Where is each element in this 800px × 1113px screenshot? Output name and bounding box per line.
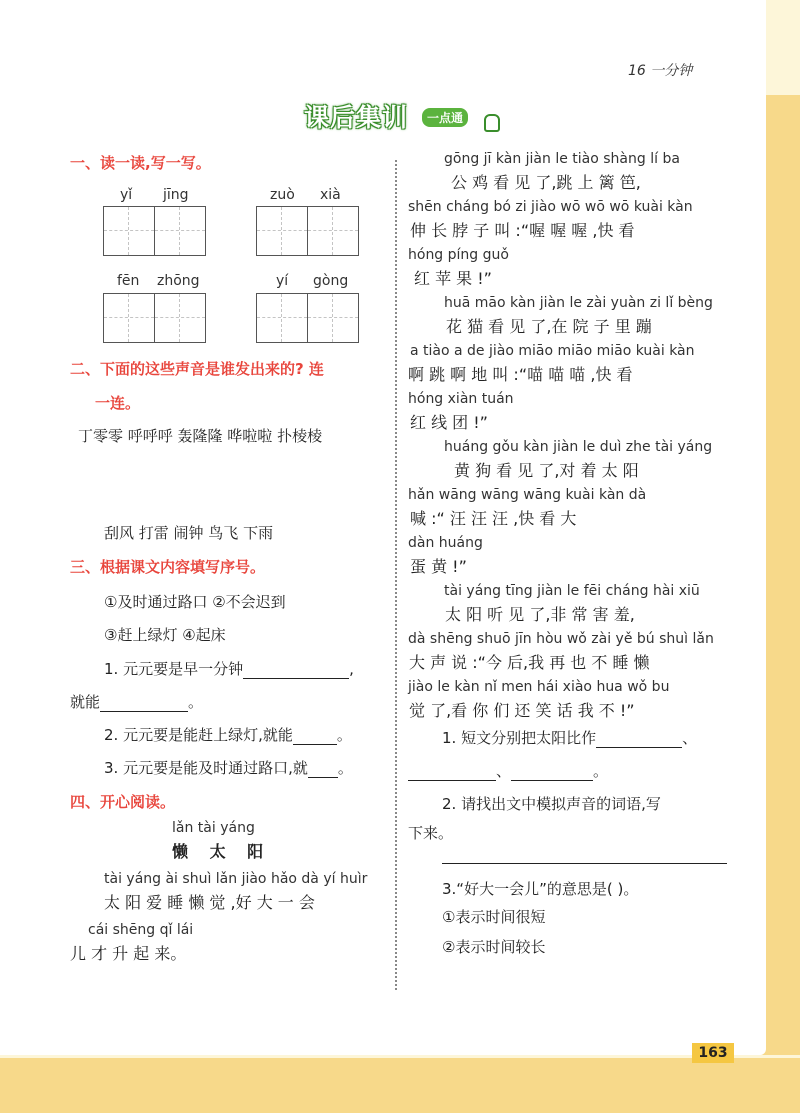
answer-options: ③赶上绿灯 ④起床	[104, 626, 226, 644]
writing-grid[interactable]	[103, 293, 206, 343]
answer-blank[interactable]	[408, 764, 496, 781]
story-text-line: 太 阳 听 见 了,非 常 害 羞,	[445, 605, 635, 624]
story-pinyin-line: a tiào a de jiào miāo miāo miāo kuài kàn	[410, 343, 695, 359]
writing-cell[interactable]	[257, 294, 307, 342]
story-pinyin-line: huā māo kàn jiàn le zài yuàn zi lǐ bèng	[444, 295, 713, 311]
page-number: 163	[692, 1043, 734, 1063]
story-pinyin-line: gōng jī kàn jiàn le tiào shàng lí ba	[444, 151, 680, 167]
punctuation: 。	[337, 759, 353, 777]
reading-question-2: 2. 请找出文中模拟声音的词语,写	[442, 795, 661, 813]
punctuation: 。	[188, 693, 204, 711]
pinyin-syllable: gòng	[313, 273, 349, 289]
section-banner	[298, 96, 504, 134]
pinyin-syllable: jīng	[163, 187, 189, 203]
writing-grid[interactable]	[256, 293, 359, 343]
sound-words[interactable]: 丁零零 呼呼呼 轰隆隆 哗啦啦 扑棱棱	[78, 427, 323, 445]
writing-cell[interactable]	[154, 207, 205, 255]
writing-cell[interactable]	[307, 294, 358, 342]
pinyin-syllable: zuò	[270, 187, 295, 203]
punctuation: ,	[349, 660, 354, 678]
story-text-line: 觉 了,看 你 们 还 笑 话 我 不 !”	[409, 701, 635, 720]
question-1	[104, 658, 354, 679]
reading-question-1-cont	[408, 760, 608, 781]
story-pinyin-line: hóng píng guǒ	[408, 247, 509, 263]
banner-tag: 一点通	[422, 108, 468, 127]
answer-option[interactable]: ②表示时间较长	[442, 938, 546, 956]
story-text-line: 蛋 黄 !”	[410, 557, 467, 576]
writing-cell[interactable]	[307, 207, 358, 255]
story-text-line: 花 猫 看 见 了,在 院 子 里 蹦	[446, 317, 652, 336]
question-3	[104, 757, 353, 778]
section1-title: 一、读一读,写一写。	[70, 154, 211, 172]
story-pinyin-line: huáng gǒu kàn jiàn le duì zhe tài yáng	[444, 439, 713, 455]
pinyin-syllable: fēn	[117, 273, 140, 289]
answer-blank[interactable]	[293, 728, 337, 745]
story-pinyin-line: tài yáng ài shuì lǎn jiào hǎo dà yí huìr	[104, 871, 368, 887]
pointing-hand-icon	[484, 114, 500, 132]
story-text-line: 公 鸡 看 见 了,跳 上 篱 笆,	[451, 173, 641, 192]
page-bottom-decoration	[0, 1058, 800, 1113]
answer-option[interactable]: ①表示时间很短	[442, 908, 546, 926]
section2-title: 二、下面的这些声音是谁发出来的? 连	[70, 360, 324, 378]
story-title: 懒 太 阳	[172, 842, 272, 861]
question-2	[104, 724, 352, 745]
story-pinyin-line: cái shēng qǐ lái	[88, 922, 194, 938]
story-pinyin-line: shēn cháng bó zi jiào wō wō wō kuài kàn	[408, 199, 693, 215]
punctuation: 。	[593, 762, 609, 780]
writing-cell[interactable]	[104, 207, 154, 255]
story-text-line: 伸 长 脖 子 叫 :“喔 喔 喔 ,快 看	[410, 221, 635, 240]
story-text-line: 红 苹 果 !”	[414, 269, 492, 288]
pinyin-syllable: yǐ	[120, 187, 133, 203]
question-1-cont	[70, 691, 203, 712]
story-text-line: 啊 跳 啊 地 叫 :“喵 喵 喵 ,快 看	[408, 365, 633, 384]
story-pinyin-line: hóng xiàn tuán	[408, 391, 514, 407]
punctuation: 、	[682, 729, 698, 747]
question-text: 2. 元元要是能赶上绿灯,就能	[104, 726, 293, 744]
lesson-label: 16 一分钟	[628, 63, 693, 79]
answer-options: ①及时通过路口 ②不会迟到	[104, 593, 286, 611]
banner-title: 课后集训	[304, 103, 409, 132]
question-text: 1. 元元要是早一分钟	[104, 660, 244, 678]
story-pinyin-line: hǎn wāng wāng wāng kuài kàn dà	[408, 487, 647, 503]
section2-title-cont: 一连。	[95, 394, 141, 412]
story-title-pinyin: lǎn tài yáng	[172, 820, 255, 836]
punctuation: 、	[496, 762, 512, 780]
story-pinyin-line: jiào le kàn nǐ men hái xiào hua wǒ bu	[408, 679, 670, 695]
answer-blank[interactable]	[511, 764, 593, 781]
story-pinyin-line: tài yáng tīng jiàn le fēi cháng hài xiū	[444, 583, 700, 599]
column-divider	[395, 160, 397, 990]
story-text-line: 儿 才 升 起 来。	[70, 944, 187, 963]
question-text: 就能	[70, 693, 101, 711]
story-pinyin-line: dàn huáng	[408, 535, 483, 551]
reading-question-3: 3.“好大一会儿”的意思是( )。	[442, 880, 639, 898]
story-text-line: 红 线 团 !”	[410, 413, 488, 432]
punctuation: 。	[336, 726, 352, 744]
story-text-line: 喊 :“ 汪 汪 汪 ,快 看 大	[410, 509, 577, 528]
section3-title: 三、根据课文内容填写序号。	[70, 558, 266, 576]
question-text: 3. 元元要是能及时通过路口,就	[104, 759, 308, 777]
story-text-line: 太 阳 爱 睡 懒 觉 ,好 大 一 会	[104, 893, 315, 912]
answer-blank[interactable]	[100, 695, 188, 712]
story-pinyin-line: dà shēng shuō jīn hòu wǒ zài yě bú shuì lǎn	[408, 631, 714, 647]
writing-grid[interactable]	[256, 206, 359, 256]
story-text-line: 大 声 说 :“今 后,我 再 也 不 睡 懒	[409, 653, 650, 672]
question-text: 1. 短文分别把太阳比作	[442, 729, 597, 747]
writing-cell[interactable]	[154, 294, 205, 342]
answer-line[interactable]	[442, 863, 727, 864]
answer-blank[interactable]	[308, 761, 338, 778]
pinyin-syllable: xià	[320, 187, 341, 203]
pinyin-syllable: yí	[276, 273, 289, 289]
reading-question-2-cont: 下来。	[408, 824, 454, 842]
answer-blank[interactable]	[596, 731, 682, 748]
writing-grid[interactable]	[103, 206, 206, 256]
story-text-line: 黄 狗 看 见 了,对 着 太 阳	[454, 461, 639, 480]
writing-cell[interactable]	[257, 207, 307, 255]
answer-blank[interactable]	[243, 662, 349, 679]
reading-question-1	[442, 727, 697, 748]
sound-sources[interactable]: 刮风 打雷 闹钟 鸟飞 下雨	[104, 524, 274, 542]
pinyin-syllable: zhōng	[157, 273, 200, 289]
section4-title: 四、开心阅读。	[70, 793, 176, 811]
writing-cell[interactable]	[104, 294, 154, 342]
